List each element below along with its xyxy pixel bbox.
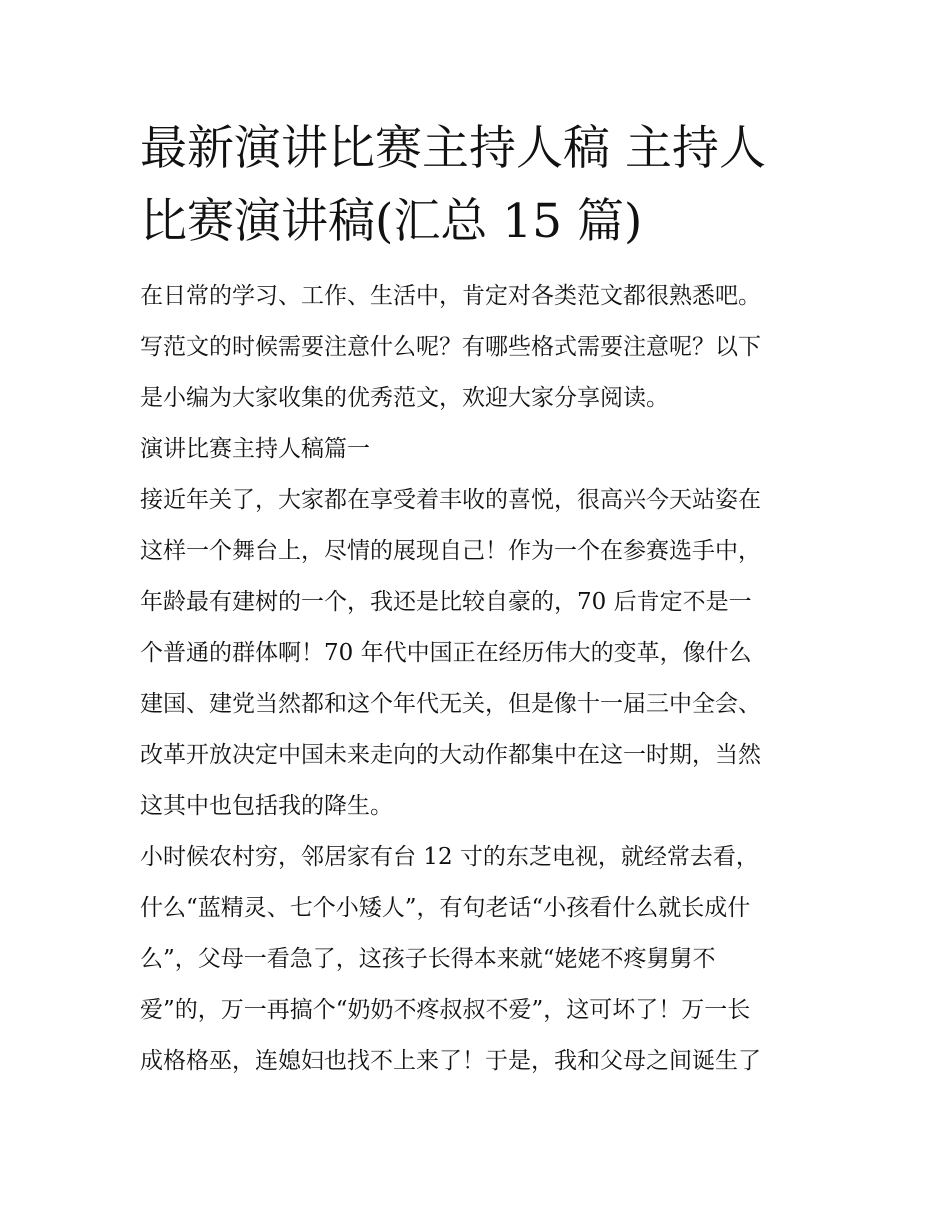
title-line-2: 比赛演讲稿(汇总 15 篇) — [140, 194, 643, 249]
body-line: 建国、建党当然都和这个年代无关，但是像十一届三中全会、 — [140, 691, 761, 717]
body-line: 成格格巫，连媳妇也找不上来了！于是，我和父母之间诞生了 — [140, 1048, 761, 1074]
body-line: 什么“蓝精灵、七个小矮人”，有句老话“小孩看什么就长成什 — [140, 895, 751, 921]
body-line: 写范文的时候需要注意什么呢？有哪些格式需要注意呢？以下 — [140, 334, 761, 360]
body-line: 是小编为大家收集的优秀范文，欢迎大家分享阅读。 — [140, 385, 669, 411]
body-line: 小时候农村穷，邻居家有台 12 寸的东芝电视，就经常去看， — [140, 844, 759, 870]
body-line: 么”，父母一看急了，这孩子长得本来就“姥姥不疼舅舅不 — [140, 946, 716, 972]
body-line: 这其中也包括我的降生。 — [140, 793, 393, 819]
section-heading: 演讲比赛主持人稿篇一 — [140, 436, 370, 462]
document-page — [140, 112, 830, 1087]
body-line: 在日常的学习、工作、生活中，肯定对各类范文都很熟悉吧。 — [140, 283, 761, 309]
body-line: 接近年关了，大家都在享受着丰收的喜悦，很高兴今天站姿在 — [140, 487, 761, 513]
body-line: 爱”的，万一再搞个“奶奶不疼叔叔不爱”，这可坏了！万一长 — [140, 997, 751, 1023]
body-line: 改革开放决定中国未来走向的大动作都集中在这一时期，当然 — [140, 742, 761, 768]
body-line: 年龄最有建树的一个，我还是比较自豪的，70 后肯定不是一 — [140, 589, 752, 615]
body-line: 个普通的群体啊！70 年代中国正在经历伟大的变革，像什么 — [140, 640, 752, 666]
document-title — [140, 112, 830, 258]
title-line-1: 最新演讲比赛主持人稿 主持人 — [140, 121, 766, 176]
document-body — [140, 271, 830, 1087]
body-line: 这样一个舞台上，尽情的展现自己！作为一个在参赛选手中， — [140, 538, 761, 564]
